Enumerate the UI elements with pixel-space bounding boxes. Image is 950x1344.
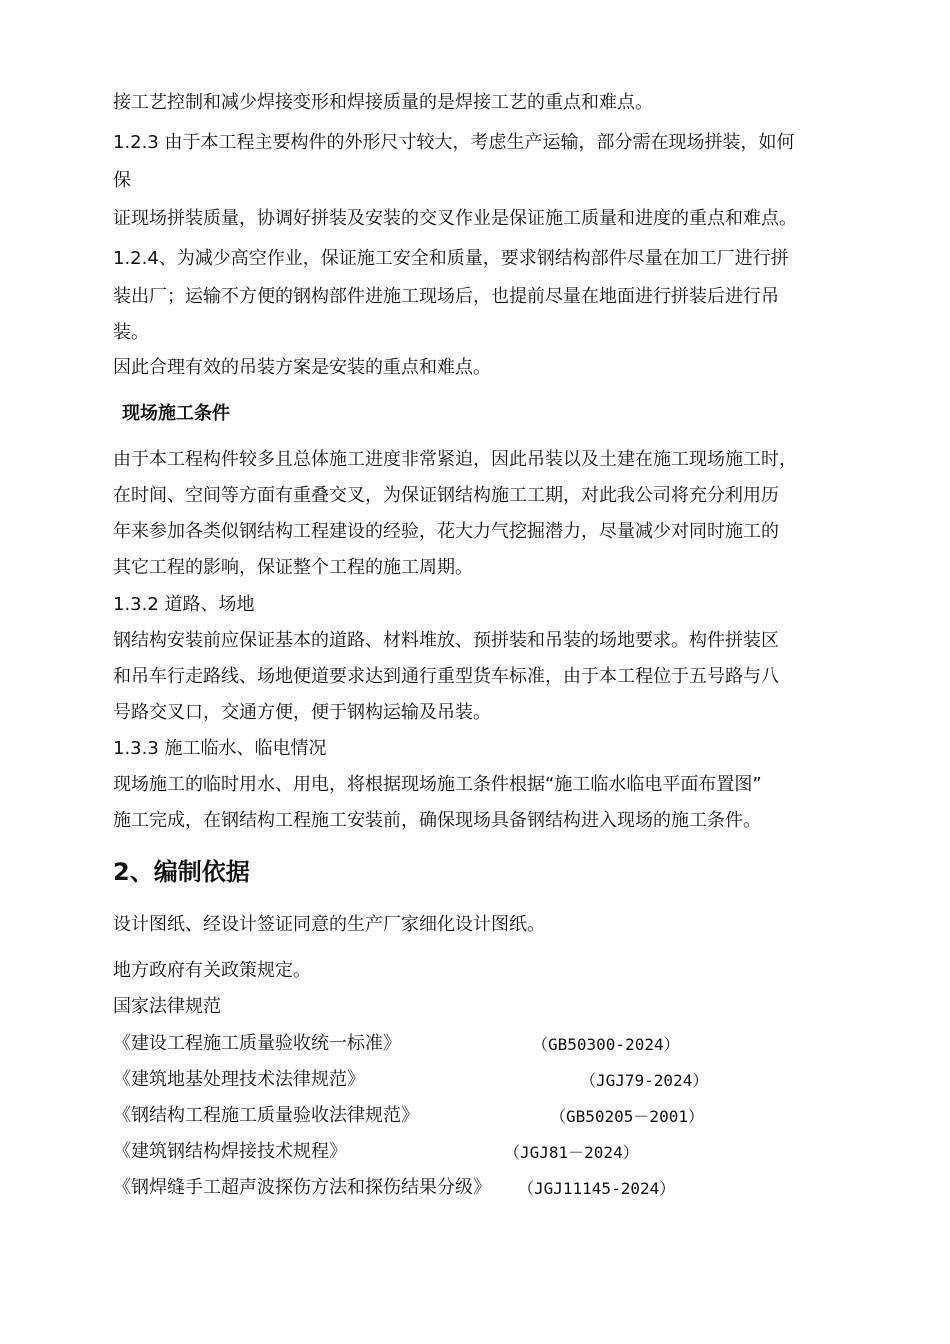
item-1-3-2-heading: 1.3.2 道路、场地 bbox=[113, 594, 255, 615]
standard-name: 《建设工程施工质量验收统一标准》 bbox=[113, 1033, 401, 1054]
item-1-3-3-line: 施工完成，在钢结构工程施工安装前，确保现场具备钢结构进入现场的施工条件。 bbox=[113, 810, 761, 831]
item-1-3-3-heading: 1.3.3 施工临水、临电情况 bbox=[113, 738, 327, 759]
standard-name: 《建筑地基处理技术法律规范》 bbox=[113, 1069, 365, 1090]
site-paragraph-line: 由于本工程构件较多且总体施工进度非常紧迫，因此吊装以及土建在施工现场施工时， bbox=[113, 449, 797, 470]
item-1-2-3-line: 证现场拼装质量，协调好拼装及安装的交叉作业是保证施工质量和进度的重点和难点。 bbox=[113, 208, 797, 229]
item-1-2-4-line: 因此合理有效的吊装方案是安装的重点和难点。 bbox=[113, 357, 491, 378]
site-paragraph-line: 其它工程的影响，保证整个工程的施工周期。 bbox=[113, 557, 473, 578]
site-paragraph-line: 年来参加各类似钢结构工程建设的经验，花大力气挖掘潜力，尽量减少对同时施工的 bbox=[113, 521, 779, 542]
item-1-2-3-line: 保 bbox=[113, 170, 131, 191]
item-1-3-2-line: 钢结构安装前应保证基本的道路、材料堆放、预拼装和吊装的场地要求。构件拼装区 bbox=[113, 630, 779, 651]
standard-code: （GB50205－2001） bbox=[550, 1107, 704, 1126]
item-1-2-4-line: 装出厂；运输不方便的钢构部件进施工现场后，也提前尽量在地面进行拼装后进行吊 bbox=[113, 286, 779, 307]
basis-line: 设计图纸、经设计签证同意的生产厂家细化设计图纸。 bbox=[113, 914, 545, 935]
standard-code: （JGJ81－2024） bbox=[504, 1143, 639, 1162]
standard-code: （GB50300-2024） bbox=[532, 1035, 680, 1054]
item-1-3-3-line: 现场施工的临时用水、用电，将根据现场施工条件根据“施工临水临电平面布置图” bbox=[113, 774, 762, 795]
basis-line: 地方政府有关政策规定。 bbox=[113, 960, 311, 981]
item-1-3-2-line: 号路交叉口，交通方便，便于钢构运输及吊装。 bbox=[113, 702, 491, 723]
standard-code: （JGJ79-2024） bbox=[580, 1071, 709, 1090]
item-1-2-3-line: 1.2.3 由于本工程主要构件的外形尺寸较大，考虑生产运输，部分需在现场拼装，如何 bbox=[113, 132, 795, 153]
item-1-2-4-line: 装。 bbox=[113, 322, 149, 343]
standard-name: 《钢结构工程施工质量验收法律规范》 bbox=[113, 1105, 419, 1126]
item-1-2-4-line: 1.2.4、为减少高空作业，保证施工安全和质量，要求钢结构部件尽量在加工厂进行拼 bbox=[113, 248, 789, 269]
standard-name: 《钢焊缝手工超声波探伤方法和探伤结果分级》 bbox=[113, 1177, 491, 1198]
standard-code: （JGJ11145-2024） bbox=[518, 1179, 676, 1198]
section-heading-site-conditions: 现场施工条件 bbox=[122, 403, 230, 424]
basis-line: 国家法律规范 bbox=[113, 996, 221, 1017]
standard-name: 《建筑钢结构焊接技术规程》 bbox=[113, 1141, 347, 1162]
section-2-heading: 2、编制依据 bbox=[113, 858, 250, 886]
item-1-3-2-line: 和吊车行走路线、场地便道要求达到通行重型货车标准，由于本工程位于五号路与八 bbox=[113, 666, 779, 687]
site-paragraph-line: 在时间、空间等方面有重叠交叉，为保证钢结构施工工期，对此我公司将充分利用历 bbox=[113, 485, 779, 506]
paragraph-line: 接工艺控制和减少焊接变形和焊接质量的是焊接工艺的重点和难点。 bbox=[113, 92, 653, 113]
